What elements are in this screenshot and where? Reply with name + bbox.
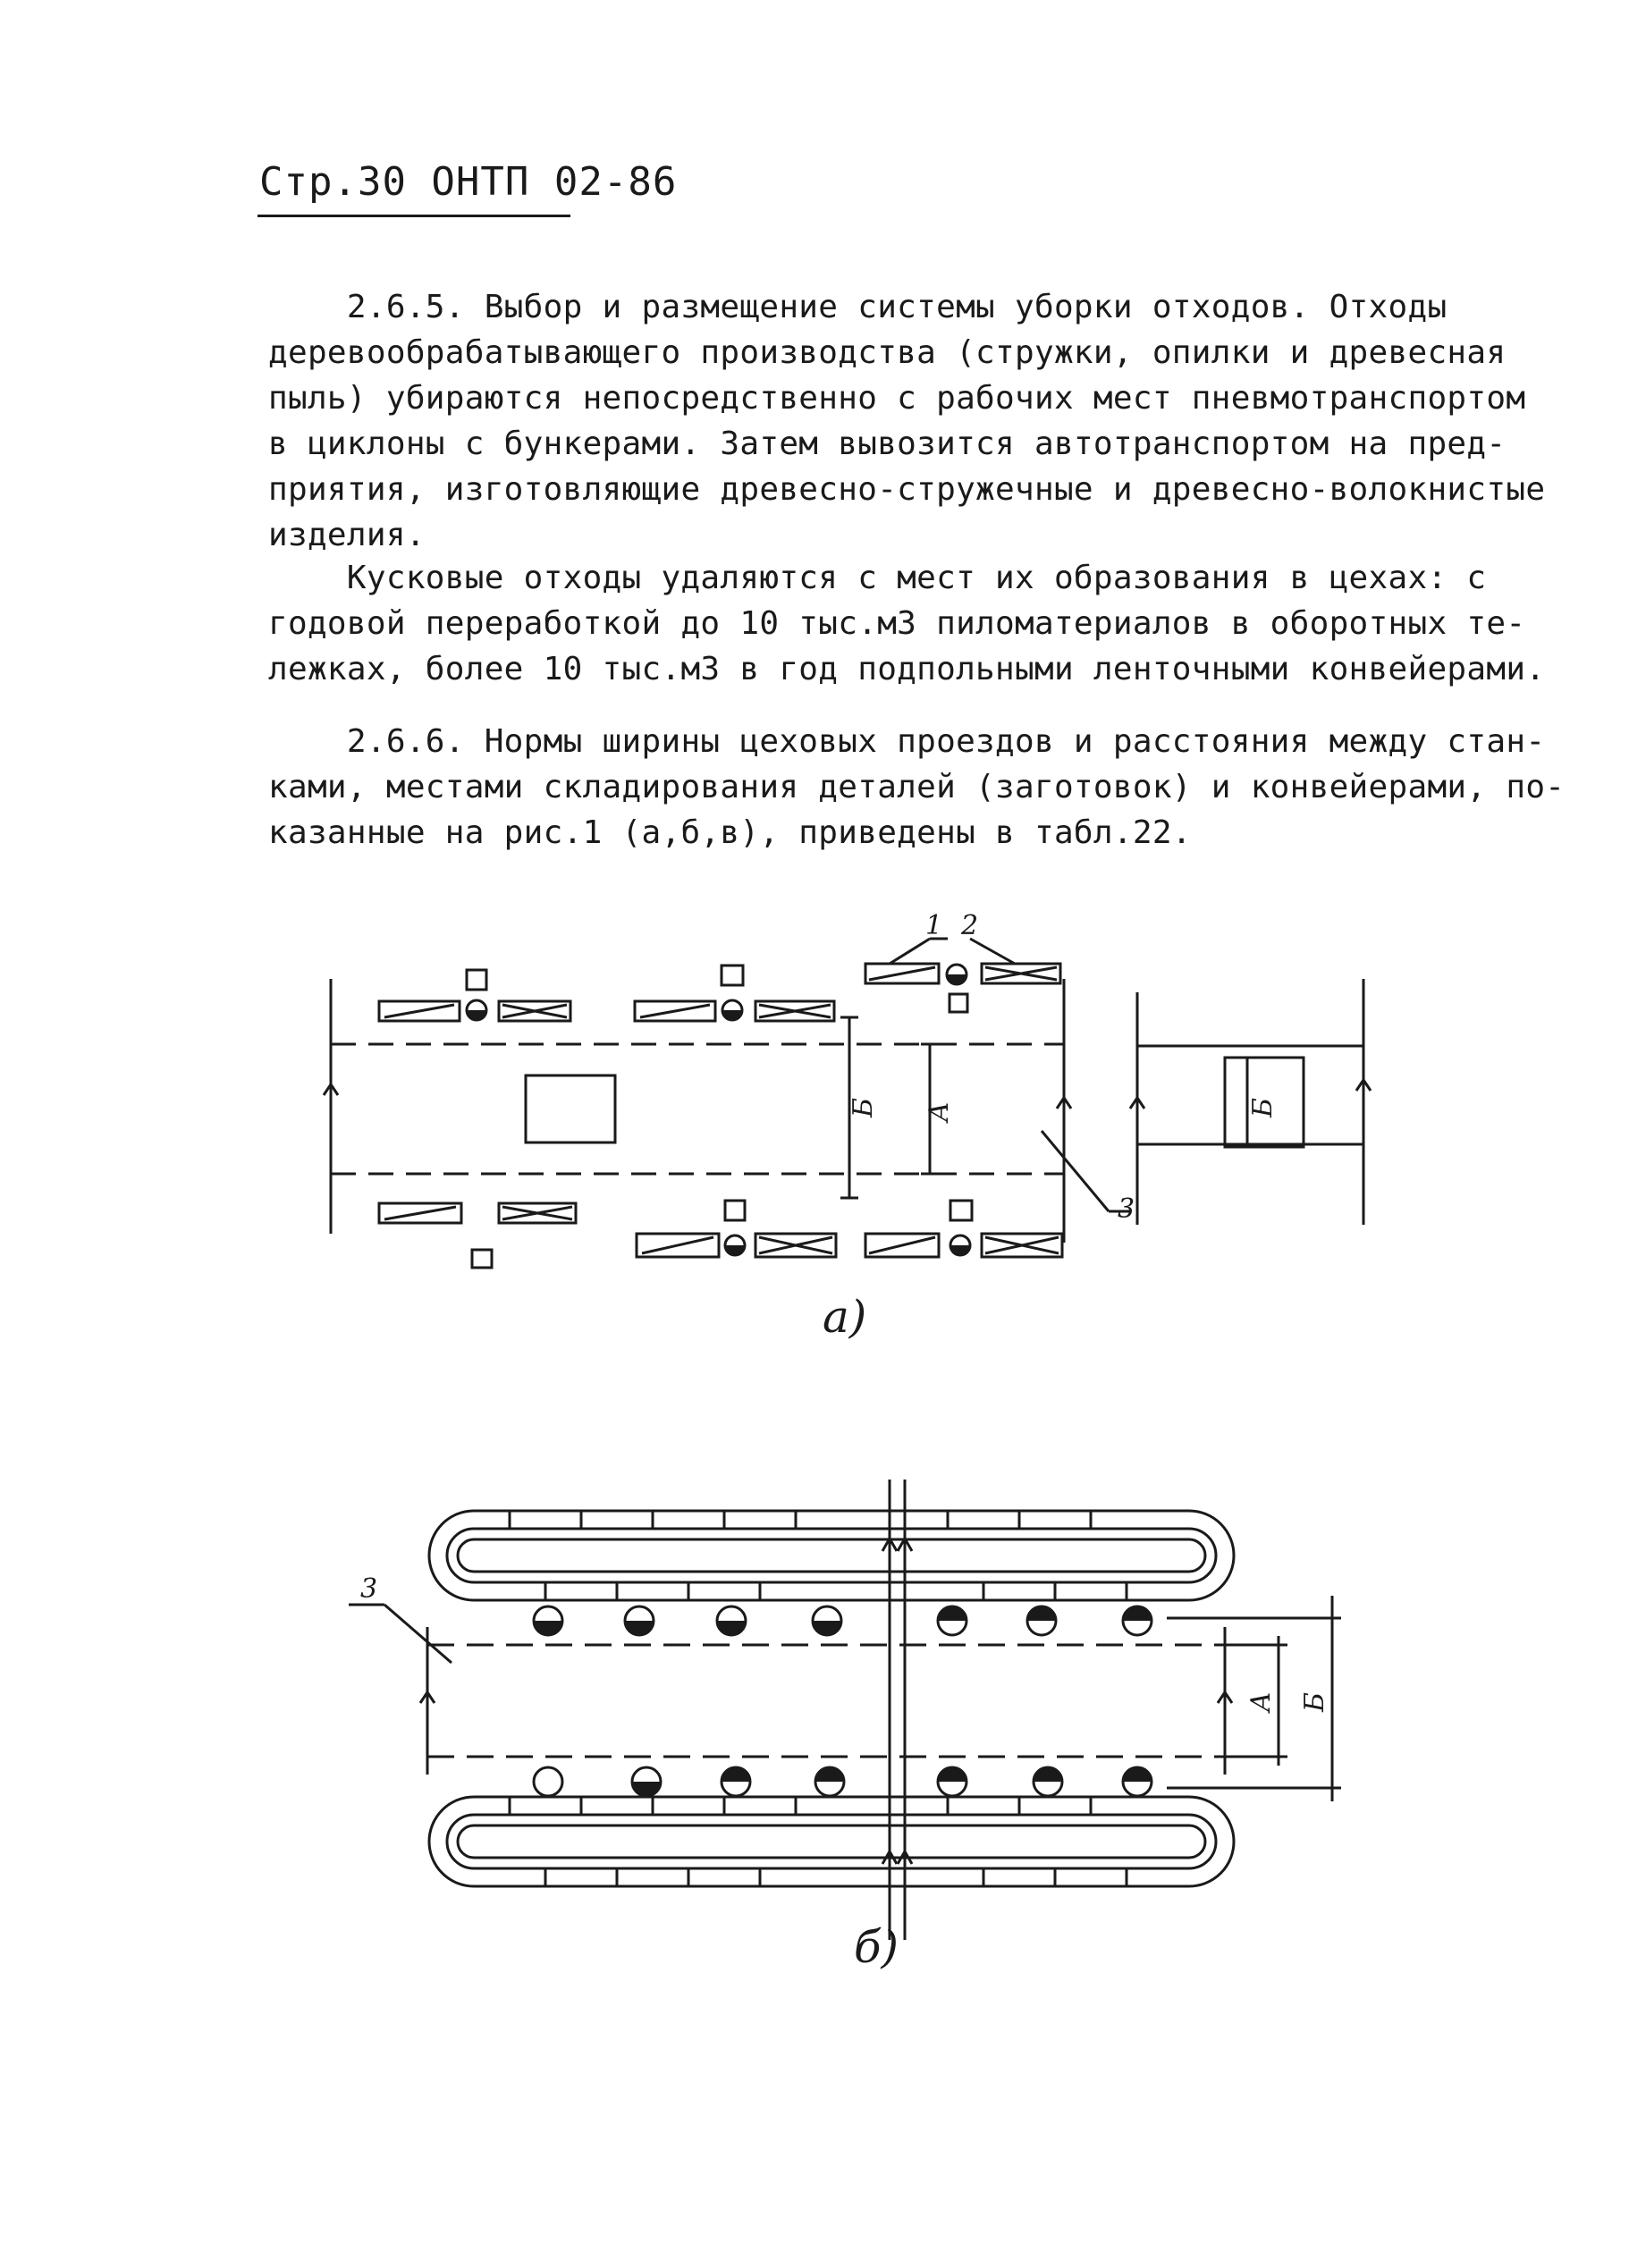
figure-a-label-2: 2 bbox=[961, 910, 979, 941]
figure-a-label-3: 3 bbox=[1118, 1193, 1135, 1225]
figure-a-caption: а) bbox=[823, 1291, 867, 1343]
text-line: изделия. bbox=[268, 517, 426, 553]
page-header: Стр.30 ОНТП 02-86 bbox=[259, 159, 678, 205]
text-line: годовой переработкой до 10 тыс.м3 пиломатериалов в оборотных те- bbox=[268, 605, 1526, 642]
figure-a-dim-b-right: Б bbox=[1247, 1097, 1279, 1117]
figure-b-dim-a: А bbox=[1245, 1691, 1277, 1712]
text-line: ками, местами складирования деталей (заготовок) и конвейерами, по- bbox=[268, 769, 1566, 805]
text-line: Кусковые отходы удаляются с мест их образования в цехах: с bbox=[268, 560, 1487, 596]
text-line: деревообрабатывающего производства (стружки, опилки и древесная bbox=[268, 334, 1507, 371]
figure-a-dim-b: Б bbox=[848, 1097, 879, 1117]
text-line: 2.6.6. Нормы ширины цеховых проездов и расстояния между стан- bbox=[268, 723, 1546, 760]
text-line: приятия, изготовляющие древесно-стружечные и древесно-волокнистые bbox=[268, 471, 1546, 508]
figure-a-label-1: 1 bbox=[925, 910, 943, 941]
text-line: в циклоны с бункерами. Затем вывозится автотранспортом на пред- bbox=[268, 426, 1507, 462]
figure-a-dim-a: А bbox=[924, 1101, 955, 1122]
figure-b-label-3: 3 bbox=[360, 1573, 378, 1605]
text-line: лежках, более 10 тыс.м3 в год подпольными ленточными конвейерами. bbox=[268, 651, 1546, 687]
figure-b-dim-b: Б bbox=[1299, 1691, 1330, 1712]
text-line: 2.6.5. Выбор и размещение системы уборки отходов. Отходы bbox=[268, 289, 1448, 325]
text-line: казанные на рис.1 (а,б,в), приведены в табл.22. bbox=[268, 814, 1192, 851]
figure-b-caption: б) bbox=[854, 1921, 899, 1973]
text-line: пыль) убираются непосредственно с рабочих мест пневмотранспортом bbox=[268, 380, 1526, 417]
